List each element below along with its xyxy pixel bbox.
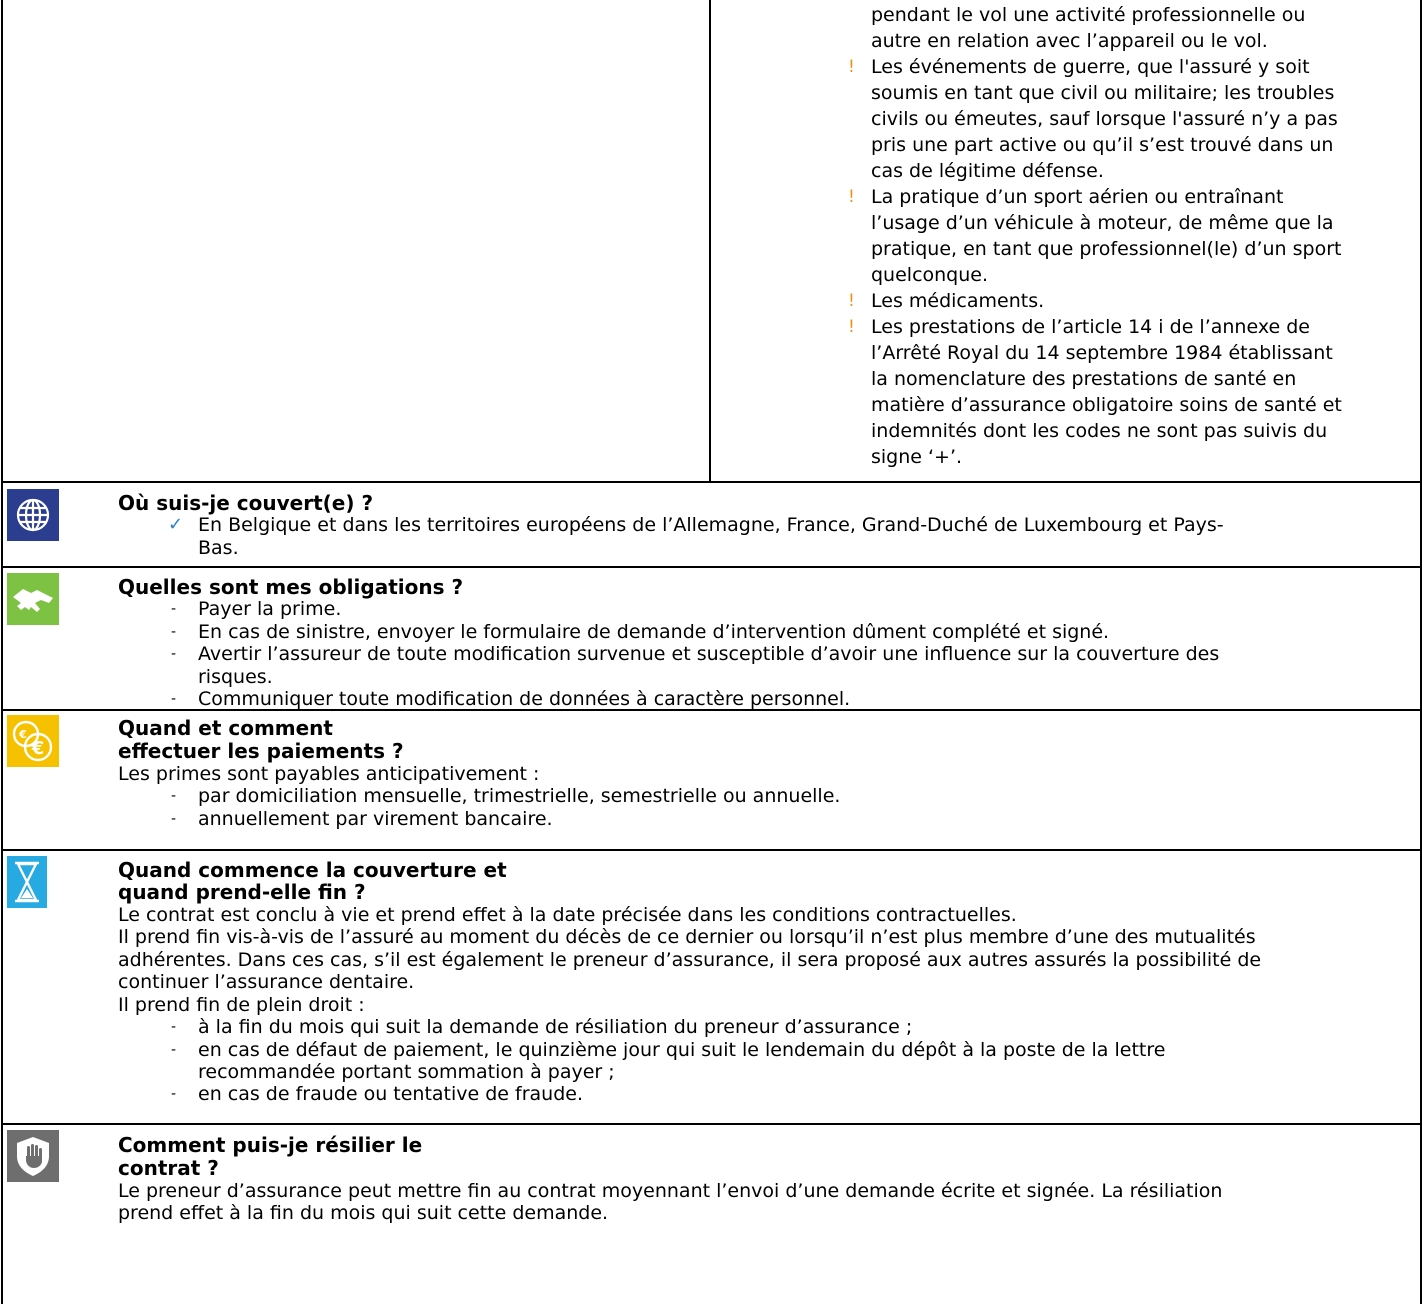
exclusion-text-line: l’Arrêté Royal du 14 septembre 1984 établissant — [871, 342, 1333, 364]
obligations-heading: Quelles sont mes obligations ? — [118, 575, 464, 599]
list-item: Payer la prime. — [198, 598, 342, 620]
list-item: en cas de fraude ou tentative de fraude. — [198, 1083, 584, 1105]
where-heading: Où suis-je couvert(e) ? — [118, 491, 374, 515]
globe-icon — [7, 489, 59, 541]
list-item: En cas de sinistre, envoyer le formulaire de demande d’intervention dûment complété et signé. — [198, 621, 1110, 643]
svg-text:€: € — [19, 728, 27, 741]
exclusion-text-line: cas de légitime défense. — [871, 160, 1104, 182]
dash-bullet: - — [171, 788, 177, 804]
dash-bullet: - — [171, 601, 177, 617]
exclusion-text-line: indemnités dont les codes ne sont pas suivis du — [871, 420, 1328, 442]
list-item: à la fin du mois qui suit la demande de résiliation du preneur d’assurance ; — [198, 1016, 913, 1038]
coverage-heading-line-2: quand prend-elle fin ? — [118, 880, 366, 904]
dash-bullet: - — [171, 1042, 177, 1058]
exclamation-icon: ! — [848, 291, 855, 311]
exclusion-text-line: La pratique d’un sport aérien ou entraînant — [871, 186, 1284, 208]
list-item: annuellement par virement bancaire. — [198, 808, 553, 830]
column-divider — [709, 0, 711, 481]
handshake-icon — [7, 573, 59, 625]
termination-paragraph-line-2: prend effet à la fin du mois qui suit cette demande. — [118, 1202, 609, 1224]
exclamation-icon: ! — [848, 317, 855, 337]
list-item: Communiquer toute modification de données à caractère personnel. — [198, 688, 851, 710]
payments-intro: Les primes sont payables anticipativement : — [118, 763, 540, 785]
exclusion-text-line: Les prestations de l’article 14 i de l’annexe de — [871, 316, 1310, 338]
list-item: Avertir l’assureur de toute modification survenue et susceptible d’avoir une influence sur la couverture des — [198, 643, 1220, 665]
termination-paragraph-line-1: Le preneur d’assurance peut mettre fin au contrat moyennant l’envoi d’une demande écrite et signée. La résiliation — [118, 1180, 1223, 1202]
list-item: recommandée portant sommation à payer ; — [198, 1061, 615, 1083]
payments-heading-line-2: effectuer les paiements ? — [118, 739, 404, 763]
dash-bullet: - — [171, 624, 177, 640]
exclamation-icon: ! — [848, 187, 855, 207]
exclusion-text-line: pratique, en tant que professionnel(le) d’un sport — [871, 238, 1342, 260]
list-item: risques. — [198, 666, 273, 688]
svg-text:€: € — [31, 738, 45, 759]
payments-heading-line-1: Quand et comment — [118, 716, 333, 740]
exclusion-text-line: matière d’assurance obligatoire soins de santé et — [871, 394, 1342, 416]
coverage-paragraph-3: Il prend fin de plein droit : — [118, 994, 365, 1016]
euro-coins-icon — [7, 715, 59, 767]
coverage-paragraph-2-line-2: adhérentes. Dans ces cas, s’il est également le preneur d’assurance, il sera proposé aux autres assurés la possibilité de — [118, 949, 1262, 971]
shield-hand-icon — [7, 1130, 59, 1182]
termination-heading-line-2: contrat ? — [118, 1156, 219, 1180]
exclusion-text-line: soumis en tant que civil ou militaire; les troubles — [871, 82, 1335, 104]
dash-bullet: - — [171, 646, 177, 662]
exclusion-text-line: civils ou émeutes, sauf lorsque l'assuré n’y a pas — [871, 108, 1338, 130]
exclusion-text-line: Les événements de guerre, que l'assuré y soit — [871, 56, 1310, 78]
dash-bullet: - — [171, 691, 177, 707]
exclusion-text-line: la nomenclature des prestations de santé en — [871, 368, 1297, 390]
exclusion-text-line: pendant le vol une activité professionnelle ou — [871, 4, 1306, 26]
exclusion-text-line: pris une part active ou qu’il s’est trouvé dans un — [871, 134, 1334, 156]
coverage-heading-line-1: Quand commence la couverture et — [118, 858, 507, 882]
dash-bullet: - — [171, 1019, 177, 1035]
exclusion-text-line: signe ‘+’. — [871, 446, 963, 468]
list-item: en cas de défaut de paiement, le quinzième jour qui suit le lendemain du dépôt à la poste de la lettre — [198, 1039, 1166, 1061]
exclamation-icon: ! — [848, 57, 855, 77]
termination-heading-line-1: Comment puis-je résilier le — [118, 1133, 423, 1157]
list-item: par domiciliation mensuelle, trimestrielle, semestrielle ou annuelle. — [198, 785, 841, 807]
exclusion-text-line: quelconque. — [871, 264, 989, 286]
where-text-line-1: En Belgique et dans les territoires européens de l’Allemagne, France, Grand-Duché de Luxembourg et Pays- — [198, 514, 1224, 536]
dash-bullet: - — [171, 1086, 177, 1102]
dash-bullet: - — [171, 811, 177, 827]
exclusion-text-line: Les médicaments. — [871, 290, 1045, 312]
exclusion-text-line: l’usage d’un véhicule à moteur, de même que la — [871, 212, 1334, 234]
coverage-paragraph-1: Le contrat est conclu à vie et prend effet à la date précisée dans les conditions contractuelles. — [118, 904, 1017, 926]
where-text-line-2: Bas. — [198, 537, 239, 559]
coverage-paragraph-2-line-1: Il prend fin vis-à-vis de l’assuré au moment du décès de ce dernier ou lorsqu’il n’est plus membre d’une des mutualités — [118, 926, 1256, 948]
exclusion-text-line: autre en relation avec l’appareil ou le vol. — [871, 30, 1268, 52]
coverage-paragraph-2-line-3: continuer l’assurance dentaire. — [118, 971, 415, 993]
hourglass-icon — [7, 856, 47, 908]
check-icon: ✓ — [168, 514, 184, 535]
